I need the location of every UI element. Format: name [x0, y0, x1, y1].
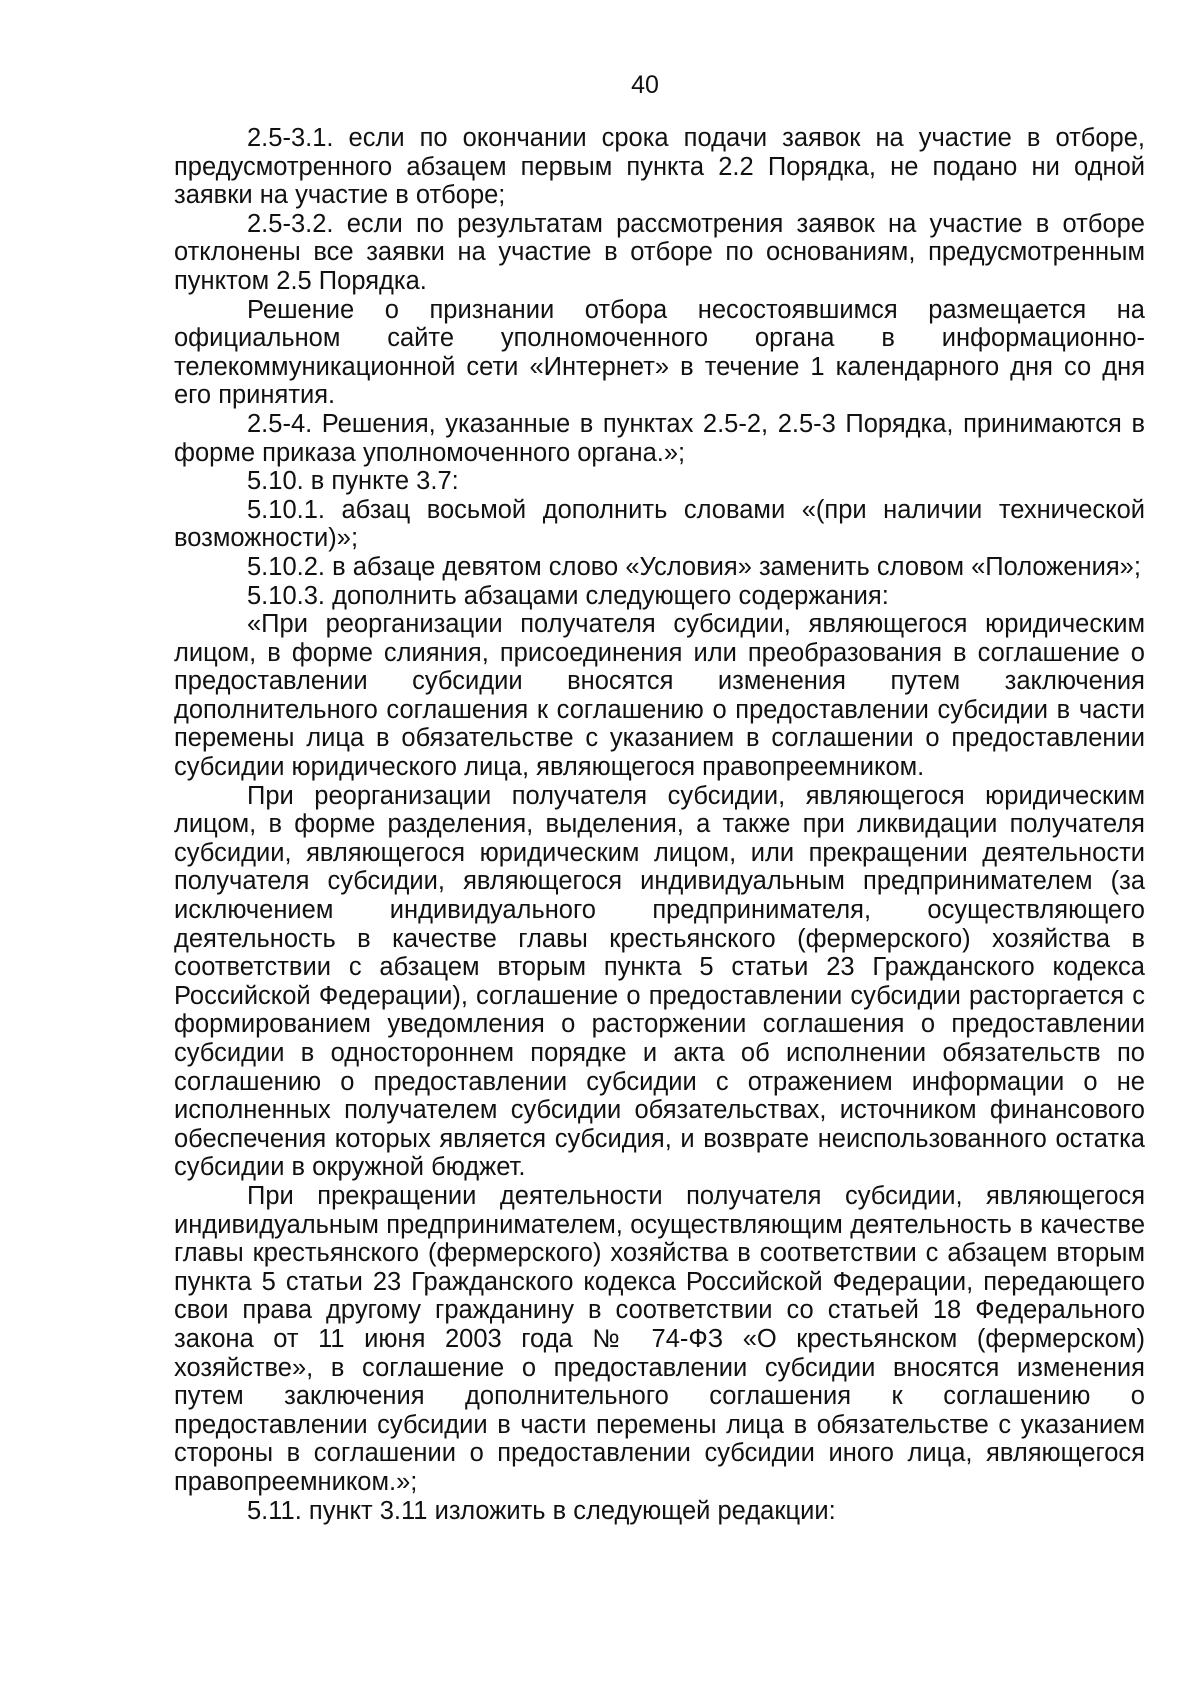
- paragraph-5-10-3: 5.10.3. дополнить абзацами следующего содержания:: [247, 581, 889, 610]
- paragraph-5-11: 5.11. пункт 3.11 изложить в следующей редакции:: [247, 1496, 836, 1525]
- paragraph-2-5-3-1: 2.5-3.1. если по окончании срока подачи заявок на участие в отборе, предусмотренного абзацем первым пункта 2.2 Порядка, не подано ни одной заявки на участие в отборе;: [174, 124, 1145, 210]
- document-body: [174, 124, 1145, 1525]
- paragraph-2-5-4: 2.5-4. Решения, указанные в пунктах 2.5-2, 2.5-3 Порядка, принимаются в форме приказа уполномоченного органа.»;: [174, 409, 1145, 467]
- paragraph-5-10-1: 5.10.1. абзац восьмой дополнить словами «(при наличии технической возможности)»;: [174, 495, 1145, 553]
- paragraph-5-10: 5.10. в пункте 3.7:: [247, 467, 459, 496]
- paragraph-5-10-2: 5.10.2. в абзаце девятом слово «Условия» заменить словом «Положения»;: [247, 552, 1141, 581]
- paragraph-reorganization-division: При реорганизации получателя субсидии, являющегося юридическим лицом, в форме разделения, выделения, а также при ликвидации получателя субсидии, являющегося юридическим лицом, или прекращении деятельности получателя субсидии, являющегося индивидуальным предпринимателем (за исключением индивидуального предпринимателя, осуществляющего деятельность в качестве главы крестьянского (фермерского) хозяйства в соответствии с абзацем вторым пункта 5 статьи 23 Гражданского кодекса Российской Федерации), соглашение о предоставлении субсидии расторгается с формированием уведомления о расторжении соглашения о предоставлении субсидии в одностороннем порядке и акта об исполнении обязательств по соглашению о предоставлении субсидии с отражением информации о не исполненных получателем субсидии обязательствах, источником финансового обеспечения которых является субсидия, и возврате неиспользованного остатка субсидии в окружной бюджет.: [174, 781, 1145, 1182]
- paragraph-decision-publication: Решение о признании отбора несостоявшимся размещается на официальном сайте уполномоченного органа в информационно-телекоммуникационной сети «Интернет» в течение 1 календарного дня со дня его принятия.: [174, 295, 1145, 410]
- paragraph-farm-termination: При прекращении деятельности получателя субсидии, являющегося индивидуальным предпринимателем, осуществляющим деятельность в качестве главы крестьянского (фермерского) хозяйства в соответствии с абзацем вторым пункта 5 статьи 23 Гражданского кодекса Российской Федерации, передающего свои права другому гражданину в соответствии со статьей 18 Федерального закона от 11 июня 2003 года № 74-ФЗ «О крестьянском (фермерском) хозяйстве», в соглашение о предоставлении субсидии вносятся изменения путем заключения дополнительного соглашения к соглашению о предоставлении субсидии в части перемены лица в обязательстве с указанием стороны в соглашении о предоставлении субсидии иного лица, являющегося правопреемником.»;: [174, 1181, 1145, 1496]
- paragraph-reorganization-merger: «При реорганизации получателя субсидии, являющегося юридическим лицом, в форме слияния, присоединения или преобразования в соглашение о предоставлении субсидии вносятся изменения путем заключения дополнительного соглашения к соглашению о предоставлении субсидии в части перемены лица в обязательстве с указанием в соглашении о предоставлении субсидии юридического лица, являющегося правопреемником.: [174, 610, 1145, 782]
- page-number: 40: [631, 71, 659, 99]
- paragraph-2-5-3-2: 2.5-3.2. если по результатам рассмотрения заявок на участие в отборе отклонены все заявки на участие в отборе по основаниям, предусмотренным пунктом 2.5 Порядка.: [174, 209, 1145, 295]
